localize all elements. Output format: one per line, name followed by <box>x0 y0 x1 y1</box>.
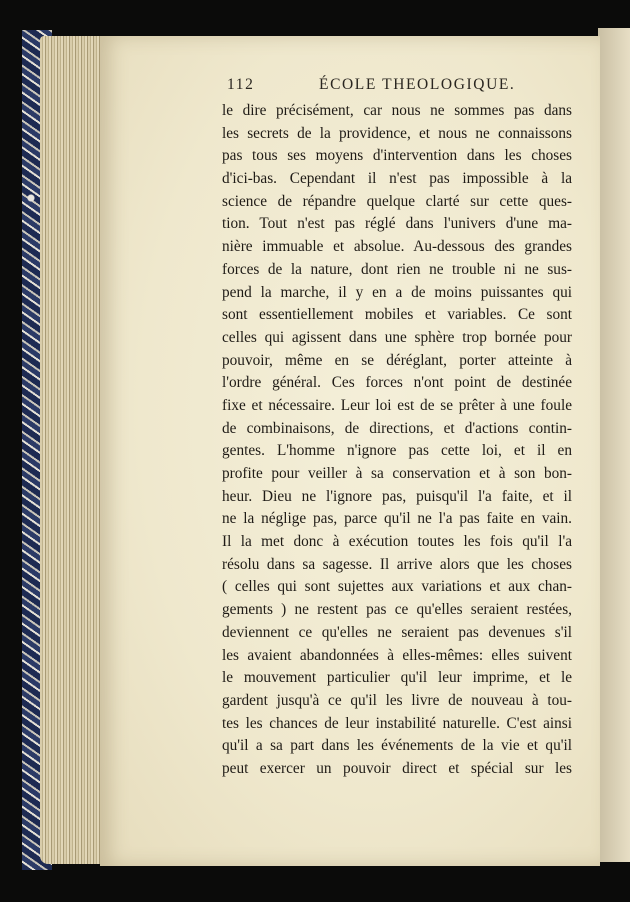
text-line: nière immuable et absolue. Au-dessous des grandes <box>222 238 572 256</box>
text-line: tes les chances de leur instabilité naturelle. C'est ainsi <box>222 714 572 732</box>
text-line: gardent jusqu'à ce qu'il les livre de nouveau à tou- <box>222 691 572 709</box>
text-line: gentes. L'homme n'ignore pas cette loi, et il en <box>222 442 572 460</box>
text-line: résolu dans sa sagesse. Il arrive alors que les choses <box>222 555 572 573</box>
text-line: ( celles qui sont sujettes aux variations et aux chan- <box>222 578 572 596</box>
text-line: Il la met donc à exécution toutes les fois qu'il l'a <box>222 533 572 551</box>
text-line: profite pour veiller à sa conservation et à son bon- <box>222 465 572 482</box>
text-line: de combinaisons, de directions, et d'actions contin- <box>222 419 572 437</box>
text-line: d'ici-bas. Cependant il n'est pas impossible à la <box>222 170 572 188</box>
running-header <box>227 76 572 98</box>
facing-page-edge <box>598 28 630 862</box>
text-line: pas tous ses moyens d'intervention dans les choses <box>222 147 572 165</box>
text-line: forces de la nature, dont rien ne trouble ni ne sus- <box>222 260 572 278</box>
text-line: l'ordre général. Ces forces n'ont point de destinée <box>222 374 572 392</box>
text-line: le dire précisément, car nous ne sommes pas dans <box>222 102 572 119</box>
body-text <box>222 100 572 781</box>
text-line: sont essentiellement mobiles et variables. Ce sont <box>222 306 572 324</box>
text-line: ne la néglige pas, parce qu'il ne l'a pas faite en vain. <box>222 510 572 528</box>
text-line: tion. Tout n'est pas réglé dans l'univers d'une ma- <box>222 215 572 233</box>
text-line: celles qui agissent dans une sphère trop bornée pour <box>222 328 572 346</box>
text-line: peut exercer un pouvoir direct et spécial sur les <box>222 759 572 777</box>
text-line: pouvoir, même en se déréglant, porter atteinte à <box>222 351 572 369</box>
running-title: ÉCOLE THEOLOGIQUE. <box>319 76 516 93</box>
text-line: science de répandre quelque clarté sur cette ques- <box>222 192 572 210</box>
text-line: pend la marche, il y en a de moins puissantes qui <box>222 283 572 301</box>
text-line: fixe et nécessaire. Leur loi est de se prêter à une foule <box>222 396 572 414</box>
text-line: gements ) ne restent pas ce qu'elles seraient restées, <box>222 601 572 619</box>
page-number: 112 <box>227 76 255 93</box>
text-line: les avaient abandonnées à elles-mêmes: elles suivent <box>222 646 572 664</box>
text-line: qu'il a sa part dans les événements de la vie et qu'il <box>222 737 572 755</box>
text-line: le mouvement particulier qu'il leur imprime, et le <box>222 669 572 687</box>
text-line: les secrets de la providence, et nous ne connaissons <box>222 124 572 142</box>
text-line: heur. Dieu ne l'ignore pas, puisqu'il l'a faite, et il <box>222 487 572 505</box>
text-line: deviennent ce qu'elles ne seraient pas devenues s'il <box>222 623 572 641</box>
